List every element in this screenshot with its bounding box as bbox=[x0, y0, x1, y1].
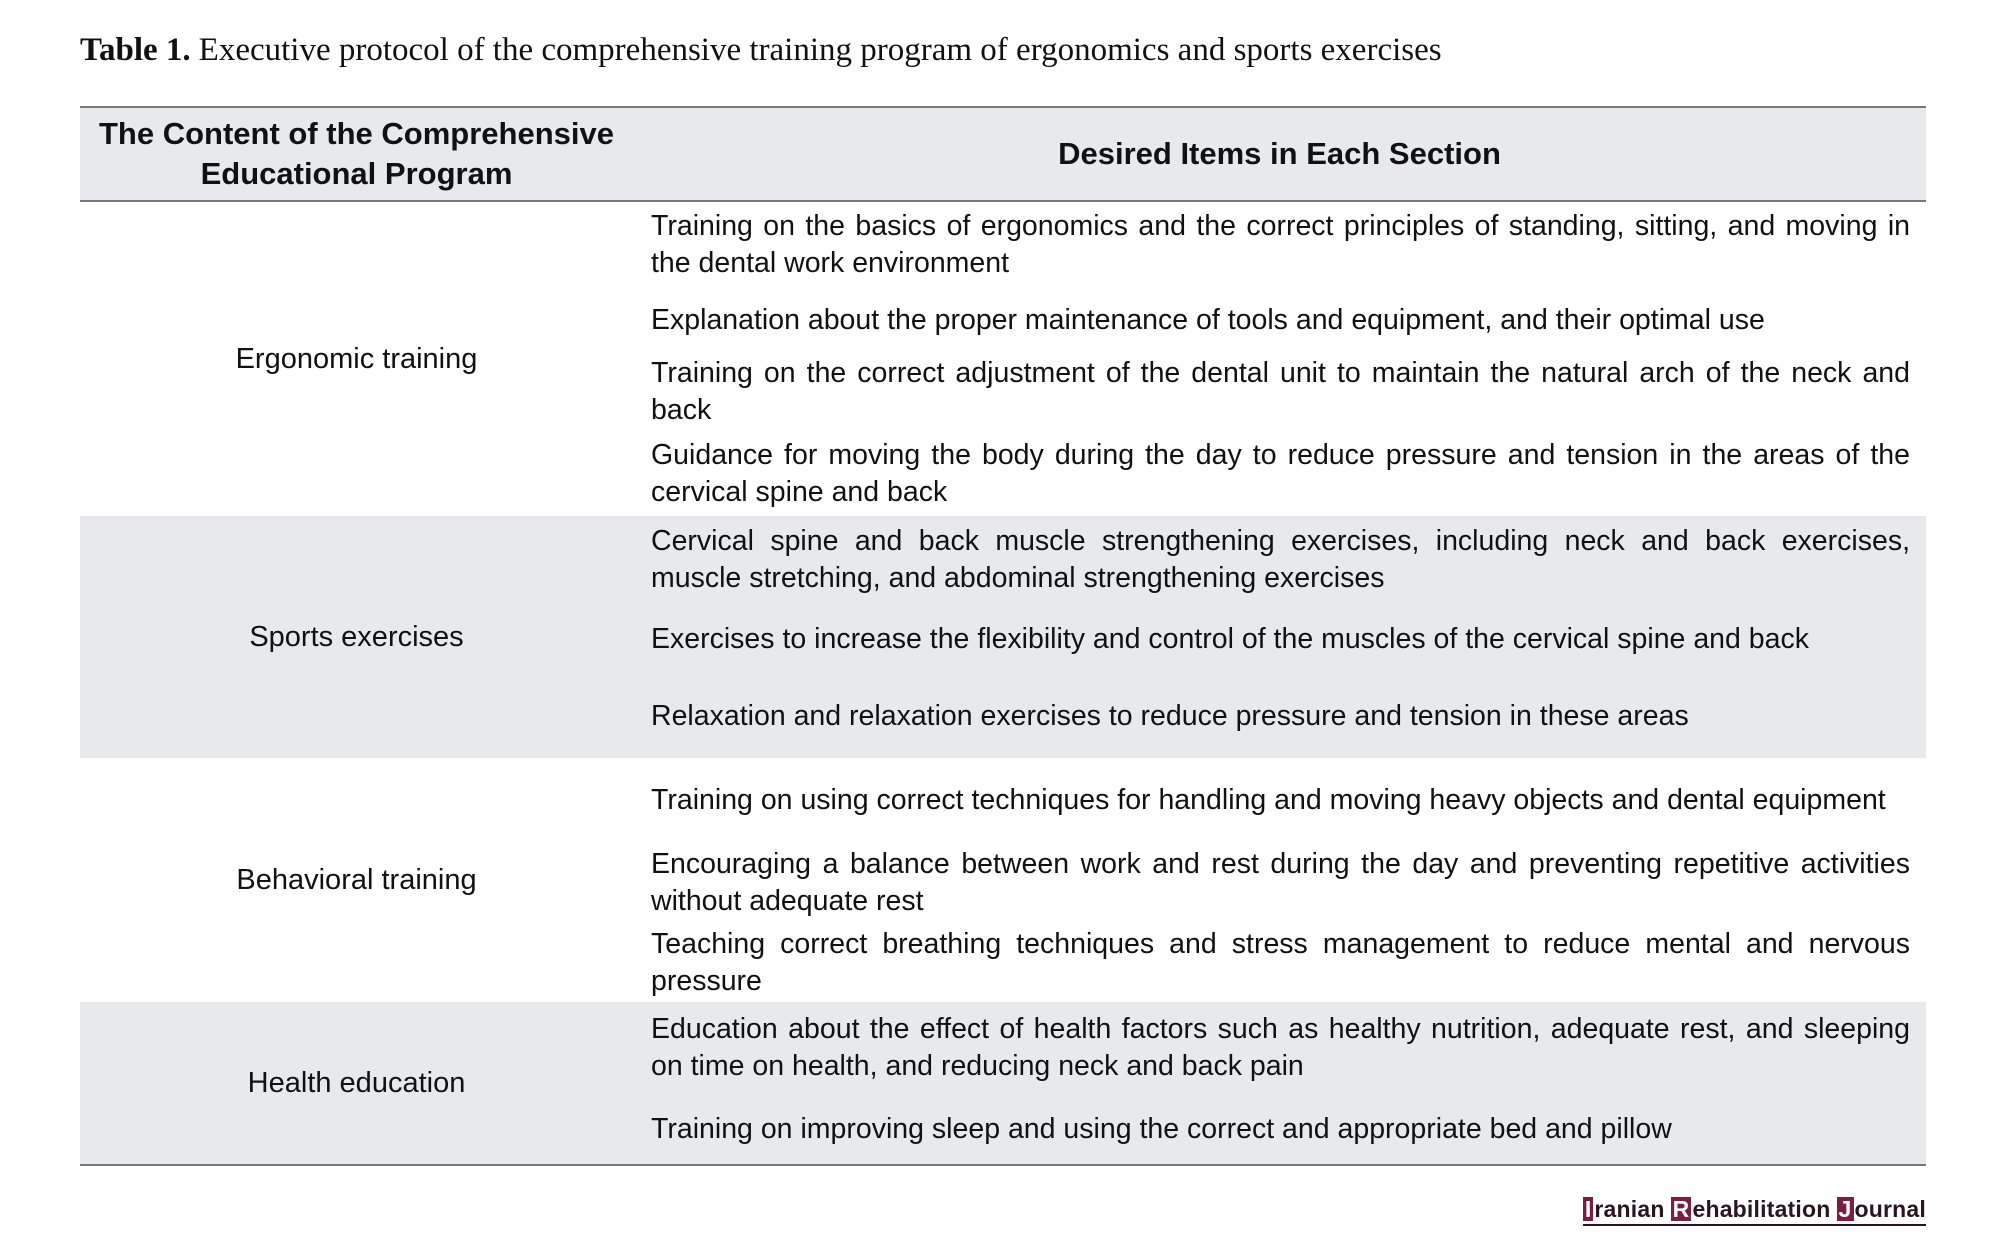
logo-word-2: ehabilitation bbox=[1692, 1196, 1831, 1222]
list-item: Cervical spine and back muscle strengthening exercises, including neck and back exercises, muscle stretching, and abdominal strengthening exercises bbox=[651, 525, 1910, 594]
list-item: Exercises to increase the flexibility and control of the muscles of the cervical spine and back bbox=[651, 622, 1809, 655]
logo-initial-j: J bbox=[1838, 1196, 1852, 1222]
list-item: Guidance for moving the body during the day to reduce pressure and tension in the areas of the cervical spine and back bbox=[651, 439, 1910, 508]
table-caption bbox=[80, 32, 1920, 69]
table-row bbox=[80, 201, 1926, 516]
logo-word-3: ournal bbox=[1854, 1196, 1926, 1222]
section-items bbox=[633, 1002, 1926, 1165]
list-item: Relaxation and relaxation exercises to reduce pressure and tension in these areas bbox=[651, 699, 1689, 732]
list-item: Training on the basics of ergonomics and the correct principles of standing, sitting, and moving in the dental work environment bbox=[651, 210, 1910, 279]
logo-initial-i: I bbox=[1584, 1196, 1592, 1222]
list-item: Teaching correct breathing techniques and stress management to reduce mental and nervous pressure bbox=[651, 928, 1910, 997]
table-caption-label: Table 1. bbox=[80, 32, 191, 68]
section-name: Sports exercises bbox=[80, 516, 633, 758]
section-name: Ergonomic training bbox=[235, 342, 478, 375]
list-item: Explanation about the proper maintenance of tools and equipment, and their optimal use bbox=[651, 303, 1765, 336]
logo-initial-r: R bbox=[1672, 1196, 1690, 1222]
list-item: Education about the effect of health factors such as healthy nutrition, adequate rest, and sleeping on time on health, and reducing neck and back pain bbox=[651, 1013, 1910, 1082]
section-name: Behavioral training bbox=[236, 863, 477, 896]
list-item: Training on the correct adjustment of the dental unit to maintain the natural arch of the neck and back bbox=[651, 357, 1910, 426]
table-header-row bbox=[80, 107, 1926, 201]
table-row bbox=[80, 758, 1926, 1002]
list-item: Training on improving sleep and using the correct and appropriate bed and pillow bbox=[651, 1112, 1672, 1145]
header-desired-items: Desired Items in Each Section bbox=[633, 107, 1926, 201]
list-item: Encouraging a balance between work and rest during the day and preventing repetitive activities without adequate rest bbox=[651, 848, 1910, 917]
table-row bbox=[80, 516, 1926, 758]
section-name: Health education bbox=[80, 1002, 633, 1165]
table-row bbox=[80, 1002, 1926, 1165]
header-program-content: The Content of the Comprehensive Educational Program bbox=[80, 107, 633, 201]
section-items bbox=[633, 758, 1926, 1002]
journal-logo bbox=[1583, 1196, 1926, 1226]
protocol-table bbox=[80, 106, 1926, 1166]
section-items bbox=[633, 516, 1926, 758]
logo-word-1: ranian bbox=[1594, 1196, 1665, 1222]
table-caption-text: Executive protocol of the comprehensive training program of ergonomics and sports exercises bbox=[198, 32, 1442, 68]
list-item: Training on using correct techniques for handling and moving heavy objects and dental equipment bbox=[651, 783, 1886, 816]
section-items bbox=[633, 201, 1926, 516]
